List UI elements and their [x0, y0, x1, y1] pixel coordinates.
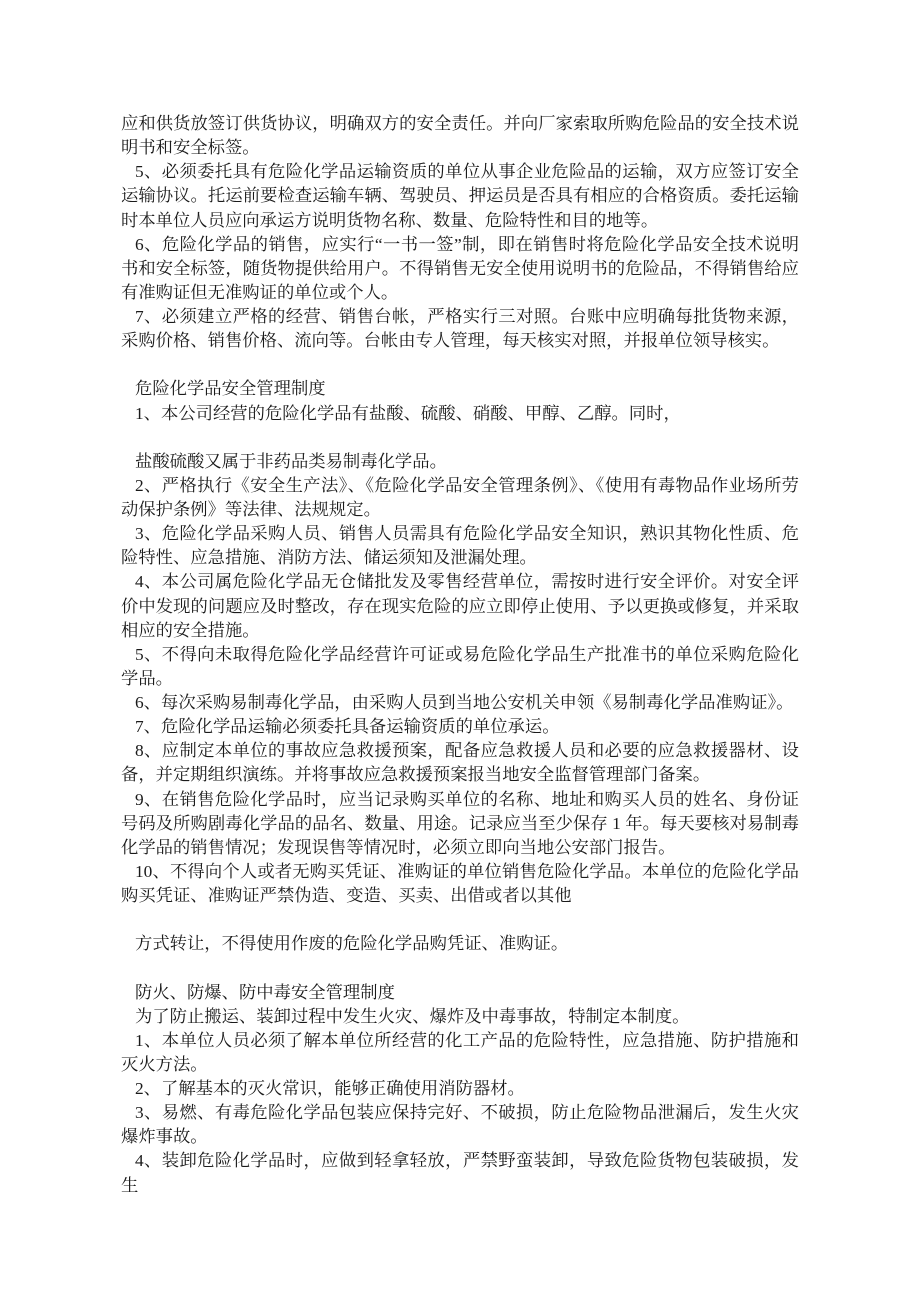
- paragraph: 8、应制定本单位的事故应急救援预案，配备应急救援人员和必要的应急救援器材、设备，并定期组织演练。并将事故应急救援预案报当地安全监督管理部门备案。: [121, 741, 799, 785]
- paragraph: 6、危险化学品的销售，应实行“一书一签”制，即在销售时将危险化学品安全技术说明书和安全标签，随货物提供给用户。不得销售无安全使用说明书的危险品，不得销售给应有准购证但无准购证的单位或个人。: [121, 234, 799, 302]
- paragraph: 7、危险化学品运输必须委托具备运输资质的单位承运。: [135, 717, 560, 737]
- paragraph: 4、本公司属危险化学品无仓储批发及零售经营单位，需按时进行安全评价。对安全评价中发现的问题应及时整改，存在现实危险的应立即停止使用、予以更换或修复，并采取相应的安全措施。: [121, 572, 799, 640]
- paragraph: 3、易燃、有毒危险化学品包装应保持完好、不破损，防止危险物品泄漏后，发生火灾爆炸事故。: [121, 1103, 799, 1147]
- paragraph: 2、了解基本的灭火常识，能够正确使用消防器材。: [135, 1079, 525, 1098]
- section-heading: 危险化学品安全管理制度: [135, 379, 326, 399]
- paragraph: 1、本公司经营的危险化学品有盐酸、硫酸、硝酸、甲醇、乙醇。同时，: [135, 403, 681, 423]
- paragraph: 10、不得向个人或者无购买凭证、准购证的单位销售危险化学品。本单位的危险化学品购买凭证、准购证严禁伪造、变造、买卖、出借或者以其他: [121, 861, 799, 905]
- paragraph: 9、在销售危险化学品时，应当记录购买单位的名称、地址和购买人员的姓名、身份证号码及所购剧毒化学品的品名、数量、用途。记录应当至少保存 1 年。每天要核对易制毒化学品的销售情况；发现误售等情况时，必须立即向当地公安部门报告。: [121, 789, 799, 857]
- paragraph: 3、危险化学品采购人员、销售人员需具有危险化学品安全知识，熟识其物化性质、危险特性、应急措施、消防方法、储运须知及泄漏处理。: [121, 524, 799, 568]
- paragraph: 6、每次采购易制毒化学品，由采购人员到当地公安机关申领《易制毒化学品准购证》。: [135, 693, 794, 712]
- paragraph: 盐酸硫酸又属于非药品类易制毒化学品。: [135, 451, 447, 471]
- paragraph: 2、严格执行《安全生产法》、《危险化学品安全管理条例》、《使用有毒物品作业场所劳动保护条例》等法律、法规规定。: [121, 475, 799, 519]
- paragraph: 应和供货放签订供货协议，明确双方的安全责任。并向厂家索取所购危险品的安全技术说明书和安全标签。: [121, 114, 799, 158]
- paragraph: 1、本单位人员必须了解本单位所经营的化工产品的危险特性，应急措施、防护措施和灭火方法。: [121, 1030, 799, 1074]
- paragraph: 方式转让，不得使用作废的危险化学品购凭证、准购证。: [135, 934, 569, 954]
- paragraph: 5、不得向未取得危险化学品经营许可证或易危险化学品生产批准书的单位采购危险化学品。: [121, 644, 799, 688]
- paragraph: 7、必须建立严格的经营、销售台帐，严格实行三对照。台账中应明确每批货物来源，采购价格、销售价格、流向等。台帐由专人管理，每天核实对照，并报单位领导核实。: [121, 307, 799, 351]
- section-heading: 防火、防爆、防中毒安全管理制度: [135, 982, 395, 1002]
- document-body: [121, 112, 799, 1198]
- paragraph: 为了防止搬运、装卸过程中发生火灾、爆炸及中毒事故，特制定本制度。: [135, 1006, 690, 1026]
- paragraph: 4、装卸危险化学品时，应做到轻拿轻放，严禁野蛮装卸，导致危险货物包装破损，发生: [121, 1151, 799, 1195]
- paragraph: 5、必须委托具有危险化学品运输资质的单位从事企业危险品的运输，双方应签订安全运输协议。托运前要检查运输车辆、驾驶员、押运员是否具有相应的合格资质。委托运输时本单位人员应向承运方说明货物名称、数量、危险特性和目的地等。: [121, 162, 799, 230]
